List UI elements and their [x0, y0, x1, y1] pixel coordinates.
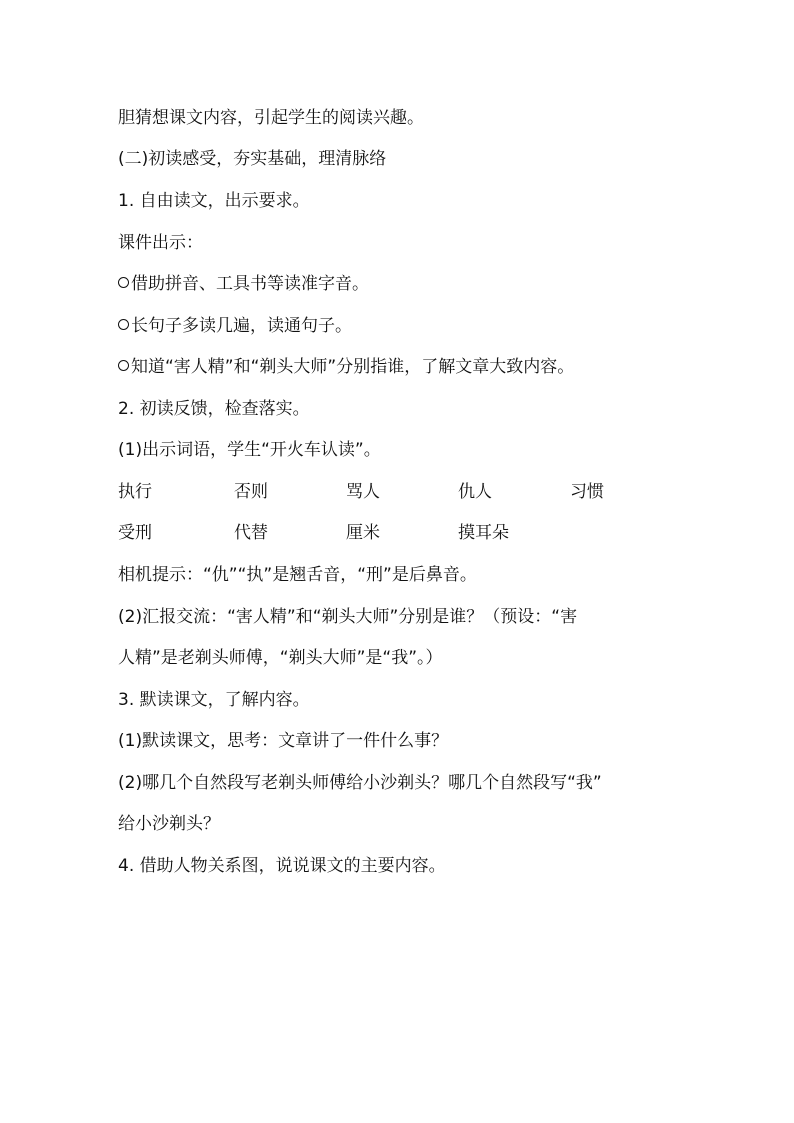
requirement-text: 知道“害人精”和“剃头大师”分别指谁，了解文章大致内容。 — [131, 357, 575, 377]
vocab-word: 否则 — [234, 482, 268, 502]
step-2-2-line-1: (2)汇报交流：“害人精”和“剃头大师”分别是谁？（预设：“害 — [118, 607, 578, 627]
requirement-item-1 — [118, 272, 694, 296]
requirement-text: 长句子多读几遍，读通句子。 — [131, 316, 352, 336]
step-3-1: (1)默读课文，思考：文章讲了一件什么事？ — [118, 731, 449, 751]
step-3-heading: 3. 默读课文，了解内容。 — [118, 690, 310, 710]
pronunciation-tip: 相机提示：“仇”“执”是翘舌音，“刑”是后鼻音。 — [118, 565, 477, 585]
step-1-heading: 1. 自由读文，出示要求。 — [118, 191, 310, 211]
requirement-item-3 — [118, 355, 694, 379]
vocab-word: 骂人 — [346, 482, 380, 502]
section-heading-2: (二)初读感受，夯实基础，理清脉络 — [118, 149, 387, 169]
circle-bullet-icon — [118, 319, 129, 330]
step-4-heading: 4. 借助人物关系图，说说课文的主要内容。 — [118, 856, 446, 876]
vocab-word: 代替 — [234, 523, 268, 543]
courseware-note: 课件出示： — [118, 233, 203, 253]
circle-bullet-icon — [118, 360, 129, 371]
vocab-word: 摸耳朵 — [458, 523, 509, 543]
vocab-word: 执行 — [118, 482, 152, 502]
step-2-heading: 2. 初读反馈，检查落实。 — [118, 399, 310, 419]
paragraph-continued: 胆猜想课文内容，引起学生的阅读兴趣。 — [118, 108, 424, 128]
vocab-word: 习惯 — [570, 482, 604, 502]
circle-bullet-icon — [118, 277, 129, 288]
step-3-2-line-1: (2)哪几个自然段写老剃头师傅给小沙剃头？哪几个自然段写“我” — [118, 773, 602, 793]
step-2-2-line-2: 人精”是老剃头师傅，“剃头大师”是“我”。） — [118, 648, 443, 668]
requirement-item-2 — [118, 314, 694, 338]
requirement-text: 借助拼音、工具书等读准字音。 — [131, 274, 369, 294]
vocab-word: 受刑 — [118, 523, 152, 543]
step-2-1: (1)出示词语，学生“开火车认读”。 — [118, 440, 381, 460]
vocab-word: 厘米 — [346, 523, 380, 543]
step-3-2-line-2: 给小沙剃头？ — [118, 814, 220, 834]
vocab-word: 仇人 — [458, 482, 492, 502]
